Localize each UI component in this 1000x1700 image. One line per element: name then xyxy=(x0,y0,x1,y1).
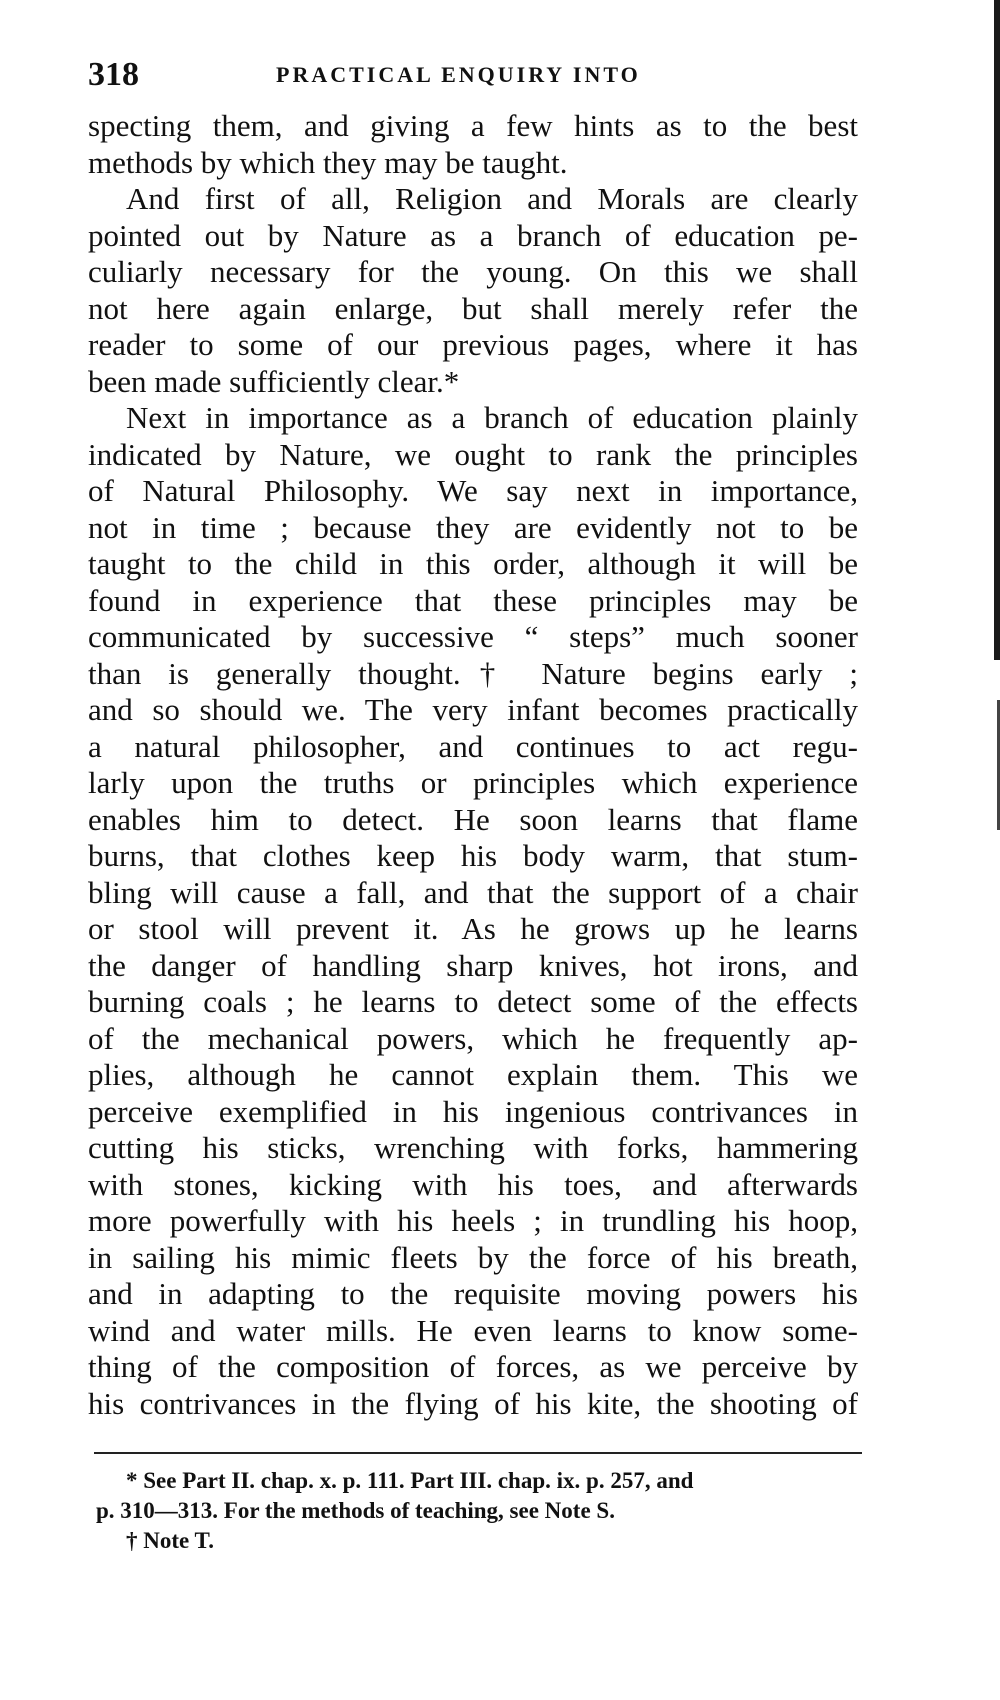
body-line: thing of the composition of forces, as we perceive by xyxy=(88,1349,858,1384)
binding-edge xyxy=(994,0,1000,660)
footnotes xyxy=(96,1466,864,1556)
body-line: burning coals ; he learns to detect some of the effects xyxy=(88,984,858,1019)
body-line: bling will cause a fall, and that the support of a chair xyxy=(88,874,858,910)
footnote-line: * See Part II. chap. x. p. 111. Part III. chap. ix. p. 257, and xyxy=(126,1468,694,1493)
body-line: or stool will prevent it. As he grows up he learns xyxy=(88,911,858,946)
body-line: with stones, kicking with his toes, and afterwards xyxy=(88,1166,858,1202)
page-number: 318 xyxy=(88,56,139,93)
body-line: burns, that clothes keep his body warm, that stum- xyxy=(88,838,858,873)
page-header xyxy=(88,50,868,100)
body-line: culiarly necessary for the young. On this we shall xyxy=(88,254,858,289)
footnote-rule xyxy=(94,1452,862,1454)
body-line: not in time ; because they are evidently not to be xyxy=(88,509,858,545)
body-line: in sailing his mimic fleets by the force of his breath, xyxy=(88,1239,858,1275)
body-line: taught to the child in this order, although it will be xyxy=(88,546,858,581)
running-head: PRACTICAL ENQUIRY INTO xyxy=(276,62,641,87)
body-line: wind and water mills. He even learns to know some- xyxy=(88,1312,858,1348)
body-line: more powerfully with his heels ; in trundling his hoop, xyxy=(88,1203,858,1238)
footnote-line: p. 310—313. For the methods of teaching, see Note S. xyxy=(96,1498,615,1523)
body-line: found in experience that these principles may be xyxy=(88,582,858,618)
body-line: reader to some of our previous pages, where it has xyxy=(88,327,858,362)
body-line: pointed out by Nature as a branch of education pe- xyxy=(88,217,858,253)
body-line: And first of all, Religion and Morals are clearly xyxy=(126,181,858,216)
body-line: communicated by successive “ steps” much sooner xyxy=(88,619,858,654)
body-line: cutting his sticks, wrenching with forks, hammering xyxy=(88,1130,858,1165)
body-line: than is generally thought.† Nature begins early ; xyxy=(88,655,858,691)
body-line: a natural philosopher, and continues to act regu- xyxy=(88,728,858,764)
body-line: and in adapting to the requisite moving powers his xyxy=(88,1276,858,1311)
footnote-line: † Note T. xyxy=(126,1528,214,1553)
body-line: been made sufficiently clear.* xyxy=(88,363,460,399)
body-line: indicated by Nature, we ought to rank the principles xyxy=(88,436,858,472)
body-line: of the mechanical powers, which he frequently ap- xyxy=(88,1020,858,1056)
body-line: Next in importance as a branch of education plainly xyxy=(126,400,858,435)
body-line: plies, although he cannot explain them. This we xyxy=(88,1057,858,1092)
body-line: enables him to detect. He soon learns that flame xyxy=(88,801,858,837)
body-line: his contrivances in the flying of his kite, the shooting of xyxy=(88,1385,858,1421)
body-line: the danger of handling sharp knives, hot irons, and xyxy=(88,947,858,983)
body-line: of Natural Philosophy. We say next in importance, xyxy=(88,473,858,508)
body-line: larly upon the truths or principles which experience xyxy=(88,765,858,800)
body-text xyxy=(88,108,858,1422)
body-line: perceive exemplified in his ingenious contrivances in xyxy=(88,1093,858,1129)
body-line: specting them, and giving a few hints as to the best xyxy=(88,108,858,143)
body-line: and so should we. The very infant becomes practically xyxy=(88,692,858,727)
body-line: methods by which they may be taught. xyxy=(88,144,568,180)
body-line: not here again enlarge, but shall merely refer the xyxy=(88,290,858,326)
